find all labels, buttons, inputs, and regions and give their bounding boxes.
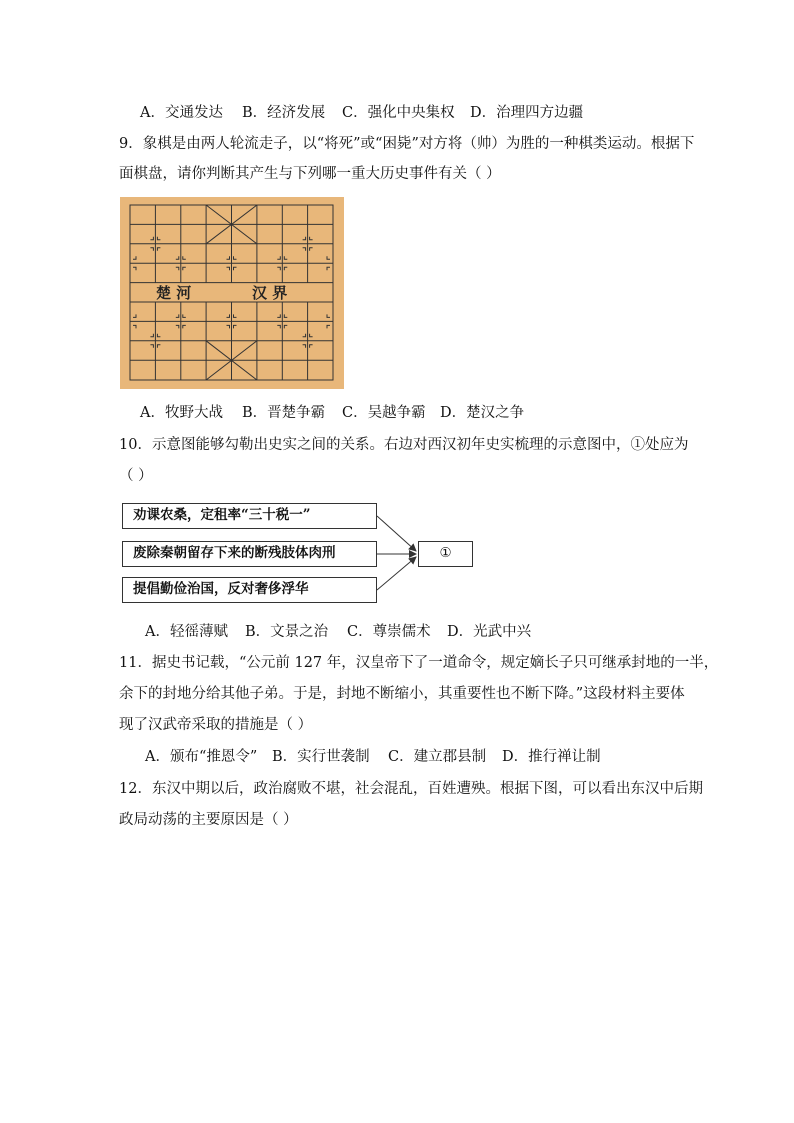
q9-stem-line2: 面棋盘，请你判断其产生与下列哪一重大历史事件有关（ ） bbox=[119, 166, 501, 182]
q12-stem-line2: 政局动荡的主要原因是（ ） bbox=[119, 812, 298, 828]
q9-option-d: D．楚汉之争 bbox=[440, 405, 525, 421]
q10-option-b: B．文景之治 bbox=[245, 624, 329, 640]
q10-option-a: A．轻徭薄赋 bbox=[145, 624, 228, 640]
q11-option-d: D．推行禅让制 bbox=[502, 749, 601, 765]
q11-stem-line2: 余下的封地分给其他子弟。于是，封地不断缩小，其重要性也不断下降。”这段材料主要体 bbox=[119, 686, 685, 702]
chess-board-svg bbox=[120, 197, 344, 389]
diagram-arrows bbox=[118, 497, 480, 607]
q9-option-c: C．吴越争霸 bbox=[342, 405, 426, 421]
q10-stem-line1: 10．示意图能够勾勒出史实之间的关系。右边对西汉初年史实梳理的示意图中，①处应为 bbox=[119, 437, 689, 453]
q11-option-b: B．实行世袭制 bbox=[272, 749, 370, 765]
q11-stem-line1: 11．据史书记载，“公元前 127 年，汉皇帝下了一道命令，规定嫡长子只可继承封地的一半， bbox=[119, 655, 719, 671]
chess-board-image bbox=[120, 197, 344, 389]
q9-stem-line1: 9．象棋是由两人轮流走子，以“将死”或“困毙”对方将（帅）为胜的一种棋类运动。根据下 bbox=[119, 136, 695, 152]
board-river-left-label: 楚 河 bbox=[156, 284, 192, 302]
q9-option-a: A．牧野大战 bbox=[140, 405, 223, 421]
q10-option-c: C．尊崇儒术 bbox=[347, 624, 431, 640]
q11-option-c: C．建立郡县制 bbox=[388, 749, 487, 765]
q8-option-d: D．治理四方边疆 bbox=[470, 105, 584, 121]
q11-stem-line3: 现了汉武帝采取的措施是（ ） bbox=[119, 717, 313, 733]
q12-stem-line1: 12．东汉中期以后，政治腐败不堪，社会混乱，百姓遭殃。根据下图，可以看出东汉中后期 bbox=[119, 781, 703, 797]
diagram-box-2: 废除秦朝留存下来的断残肢体肉刑 bbox=[122, 541, 377, 567]
q10-option-d: D．光武中兴 bbox=[447, 624, 532, 640]
q11-option-a: A．颁布“推恩令” bbox=[145, 749, 258, 765]
q8-option-c: C．强化中央集权 bbox=[342, 105, 455, 121]
diagram-target-box: ① bbox=[418, 541, 473, 567]
q10-diagram bbox=[118, 497, 480, 607]
q9-option-b: B．晋楚争霸 bbox=[242, 405, 326, 421]
q10-stem-line2: （ ） bbox=[119, 468, 153, 484]
board-river-right-label: 汉 界 bbox=[252, 284, 288, 302]
q8-option-a: A．交通发达 bbox=[140, 105, 223, 121]
q8-option-b: B．经济发展 bbox=[242, 105, 326, 121]
arrow-1 bbox=[377, 516, 416, 551]
diagram-box-1: 劝课农桑，定租率“三十税一” bbox=[122, 503, 377, 529]
arrow-3 bbox=[377, 557, 416, 590]
diagram-box-3: 提倡勤俭治国，反对奢侈浮华 bbox=[122, 577, 377, 603]
